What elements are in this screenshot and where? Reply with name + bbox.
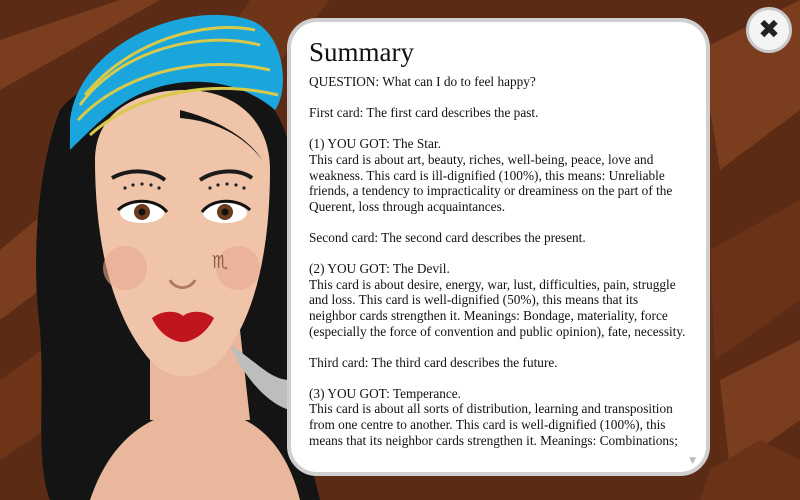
- summary-title: Summary: [309, 37, 414, 67]
- close-button[interactable]: [746, 7, 792, 53]
- summary-scroll-area[interactable]: [309, 36, 686, 460]
- close-icon: ✖: [758, 15, 780, 45]
- scroll-down-indicator-icon[interactable]: ▼: [689, 456, 696, 466]
- svg-text:♏: ♏: [212, 252, 229, 273]
- summary-panel: [287, 18, 710, 476]
- summary-body-text: QUESTION: What can I do to feel happy? First card: The first card describes the past. (1) YOU GOT: The Star. This card is about art, beauty, riches, well-being, peace, love and weakness. This card is ill-dignified (100%), this means: Unreliable friends, a tendency to impracticality or dreaminess on the part of the Querent, loss through acquaintances. Second card: The second card describes the present. (2) YOU GOT: The Devil. This card is about desire, energy, war, lust, difficulties, pain, struggle and loss. This card is well-dignified (50%), this means that its neighbor cards strengthen it. Meanings: Bondage, materiality, force (especially the force of convention and public opinion), fate, necessity. Third card: The third card describes the future. (3) YOU GOT: Temperance. This card is about all sorts of distribution, learning and transposition from one centre to another. This card is well-dignified (100%), this means that its neighbor cards strengthen it. Meanings: Combinations;: [309, 74, 686, 448]
